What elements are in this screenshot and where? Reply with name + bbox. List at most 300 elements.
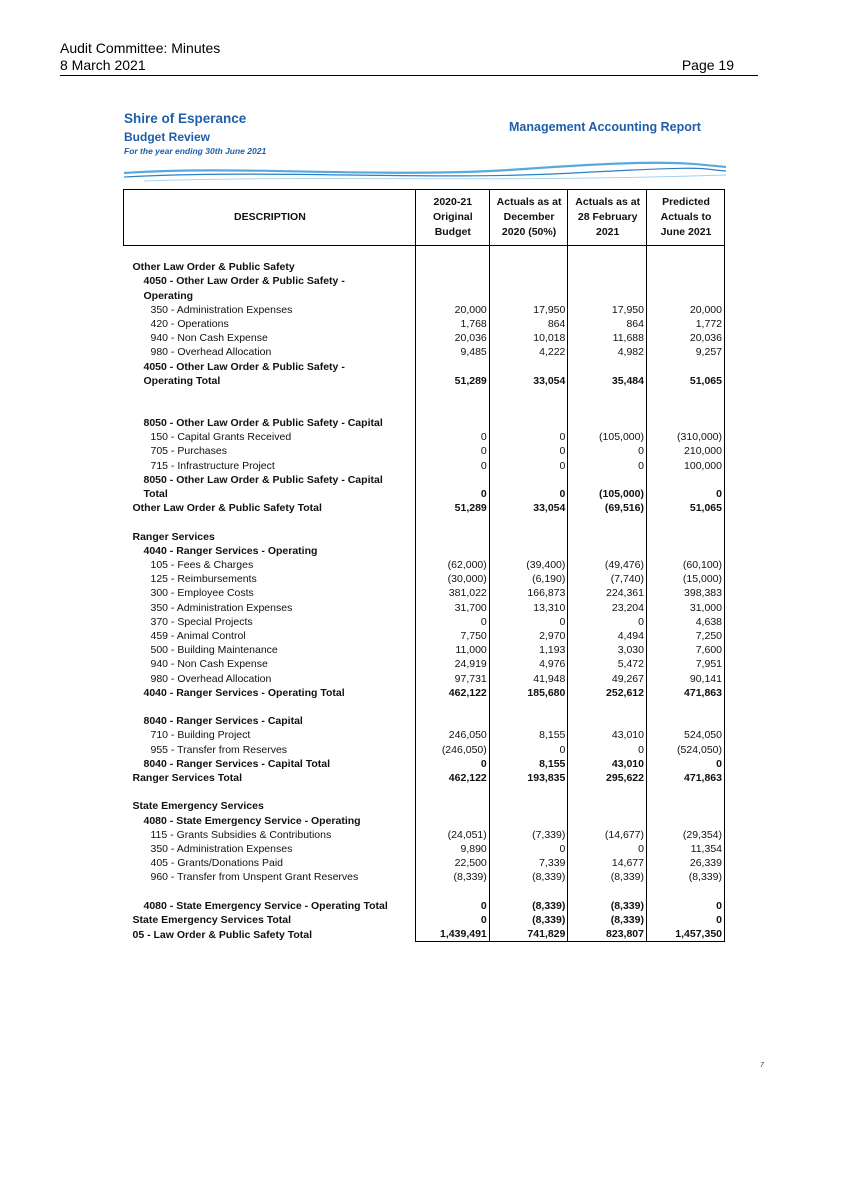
row-value: (24,051) (415, 828, 489, 842)
row-value: 51,289 (415, 374, 489, 388)
spacer-row (124, 246, 725, 261)
table-row (124, 714, 725, 728)
row-value: 741,829 (489, 927, 568, 942)
table-row (124, 657, 725, 671)
row-value: (62,000) (415, 558, 489, 572)
spacer-cell (646, 885, 724, 899)
row-value: 0 (568, 743, 647, 757)
row-value (415, 360, 489, 374)
row-value (646, 289, 724, 303)
row-value: 20,000 (646, 303, 724, 317)
report-subtitle: Budget Review (124, 130, 211, 144)
row-description: 105 - Fees & Charges (150, 559, 254, 572)
row-value: (30,000) (415, 572, 489, 586)
spacer-cell (489, 785, 568, 799)
row-value: (8,339) (568, 870, 647, 884)
budget-table (123, 189, 725, 942)
col-header-line: Actuals to (660, 211, 712, 223)
row-value: 4,638 (646, 615, 724, 629)
row-description: 8040 - Ranger Services - Capital (143, 715, 303, 728)
table-row (124, 728, 725, 742)
row-value: 0 (646, 757, 724, 771)
row-value: 0 (489, 444, 568, 458)
table-row (124, 530, 725, 544)
row-value: 0 (415, 487, 489, 501)
spacer-cell (568, 246, 647, 261)
row-description: 405 - Grants/Donations Paid (150, 857, 283, 870)
row-value: 462,122 (415, 771, 489, 785)
row-value: 1,193 (489, 643, 568, 657)
table-row (124, 430, 725, 444)
row-description: Ranger Services (132, 530, 215, 543)
row-value: 31,700 (415, 601, 489, 615)
col-header-line: Original (432, 211, 473, 223)
row-value: (6,190) (489, 572, 568, 586)
footer-mark: 7 (760, 1062, 764, 1069)
row-value: 0 (489, 743, 568, 757)
spacer-cell (489, 515, 568, 529)
table-row (124, 289, 725, 303)
row-value (415, 714, 489, 728)
row-description: Other Law Order & Public Safety Total (132, 502, 322, 515)
row-description: 4040 - Ranger Services - Operating Total (143, 686, 345, 699)
page-number: Page 19 (681, 57, 734, 73)
row-value: 246,050 (415, 728, 489, 742)
row-description: Total (143, 488, 168, 501)
row-value: 43,010 (568, 728, 647, 742)
table-row (124, 927, 725, 942)
row-value: 100,000 (646, 459, 724, 473)
row-value: (8,339) (646, 870, 724, 884)
table-row (124, 743, 725, 757)
table-row (124, 416, 725, 430)
row-value: 398,383 (646, 586, 724, 600)
row-value: 43,010 (568, 757, 647, 771)
col-original-budget (415, 190, 489, 246)
row-value: (69,516) (568, 501, 647, 515)
row-value: (60,100) (646, 558, 724, 572)
spacer-cell (646, 785, 724, 799)
row-value: 14,677 (568, 856, 647, 870)
row-value: 0 (568, 615, 647, 629)
row-description: 500 - Building Maintenance (150, 644, 278, 657)
row-value: 51,065 (646, 501, 724, 515)
spacer-cell (489, 246, 568, 261)
report-header (124, 111, 724, 191)
row-description: 4040 - Ranger Services - Operating (143, 544, 318, 557)
table-row (124, 345, 725, 359)
row-value (489, 360, 568, 374)
col-header-line: 2020-21 (433, 196, 473, 208)
row-description: 125 - Reimbursements (150, 573, 257, 586)
row-value: 0 (415, 757, 489, 771)
row-description: 350 - Administration Expenses (150, 601, 293, 614)
row-value: 1,772 (646, 317, 724, 331)
row-value: 31,000 (646, 601, 724, 615)
row-value: 17,950 (568, 303, 647, 317)
row-description: 955 - Transfer from Reserves (150, 743, 288, 756)
spacer-row (124, 885, 725, 899)
table-row (124, 828, 725, 842)
row-value: (49,476) (568, 558, 647, 572)
row-value: 9,890 (415, 842, 489, 856)
row-value (568, 799, 647, 813)
row-value (489, 544, 568, 558)
row-value (646, 814, 724, 828)
table-row (124, 303, 725, 317)
spacer-cell (415, 885, 489, 899)
spacer-cell (568, 700, 647, 714)
row-value: 166,873 (489, 586, 568, 600)
row-value (415, 260, 489, 274)
row-value: 51,289 (415, 501, 489, 515)
row-value: 7,600 (646, 643, 724, 657)
row-value: 8,155 (489, 728, 568, 742)
report-period: For the year ending 30th June 2021 (124, 146, 267, 156)
row-value: 0 (415, 430, 489, 444)
row-value (415, 289, 489, 303)
col-actuals-february (568, 190, 647, 246)
row-value: 0 (415, 899, 489, 913)
row-value: (105,000) (568, 487, 647, 501)
row-value: 9,257 (646, 345, 724, 359)
row-value: (8,339) (489, 913, 568, 927)
table-row (124, 586, 725, 600)
row-value (415, 530, 489, 544)
col-header-line: June 2021 (660, 226, 712, 238)
row-description: 115 - Grants Subsidies & Contributions (150, 828, 332, 841)
spacer-cell (415, 388, 489, 416)
row-value (489, 289, 568, 303)
row-value: 13,310 (489, 601, 568, 615)
row-value (646, 544, 724, 558)
row-description: 4080 - State Emergency Service - Operating Total (143, 899, 388, 912)
row-value: 0 (489, 430, 568, 444)
table-row (124, 601, 725, 615)
row-description: 705 - Purchases (150, 445, 227, 458)
spacer-cell (646, 700, 724, 714)
spacer-cell (568, 515, 647, 529)
row-value: 7,951 (646, 657, 724, 671)
row-value: (8,339) (568, 913, 647, 927)
row-value: 295,622 (568, 771, 647, 785)
row-value: 3,030 (568, 643, 647, 657)
row-value: 26,339 (646, 856, 724, 870)
row-value (568, 473, 647, 487)
row-value (646, 530, 724, 544)
row-value: 1,439,491 (415, 927, 489, 942)
row-value: 0 (646, 487, 724, 501)
row-value: 864 (489, 317, 568, 331)
row-description: 980 - Overhead Allocation (150, 672, 272, 685)
row-value: 0 (646, 899, 724, 913)
row-value: 17,950 (489, 303, 568, 317)
table-row (124, 501, 725, 515)
col-header-line: Actuals as at (575, 196, 641, 208)
row-value: 24,919 (415, 657, 489, 671)
row-description: 4050 - Other Law Order & Public Safety - (143, 275, 345, 288)
table-row (124, 274, 725, 288)
spacer-cell (568, 388, 647, 416)
row-value (489, 799, 568, 813)
row-value: (29,354) (646, 828, 724, 842)
row-description: 710 - Building Project (150, 729, 251, 742)
row-value: 471,863 (646, 686, 724, 700)
col-header-line: 28 February (577, 211, 638, 223)
row-value: 0 (568, 842, 647, 856)
row-value: 0 (415, 444, 489, 458)
table-row (124, 757, 725, 771)
row-value: 210,000 (646, 444, 724, 458)
row-value: 20,036 (415, 331, 489, 345)
row-value (568, 530, 647, 544)
row-value (489, 274, 568, 288)
row-description: 940 - Non Cash Expense (150, 658, 268, 671)
row-value: 20,000 (415, 303, 489, 317)
spacer-cell (646, 246, 724, 261)
table-header-row (124, 190, 725, 246)
row-value: 0 (489, 842, 568, 856)
row-value (646, 260, 724, 274)
table-row (124, 572, 725, 586)
row-value (568, 360, 647, 374)
row-description: 8050 - Other Law Order & Public Safety - Capital (143, 473, 383, 486)
row-value (415, 473, 489, 487)
row-description: 4080 - State Emergency Service - Operating (143, 814, 361, 827)
table-row (124, 374, 725, 388)
spacer-cell (489, 388, 568, 416)
row-description: 980 - Overhead Allocation (150, 346, 272, 359)
table-row (124, 672, 725, 686)
row-value: 8,155 (489, 757, 568, 771)
row-value (489, 416, 568, 430)
table-row (124, 686, 725, 700)
table-body (124, 246, 725, 942)
row-value: 381,022 (415, 586, 489, 600)
row-description: Ranger Services Total (132, 772, 243, 785)
row-description: 350 - Administration Expenses (150, 843, 293, 856)
table-row (124, 629, 725, 643)
row-description: 300 - Employee Costs (150, 587, 254, 600)
table-row (124, 360, 725, 374)
row-value (568, 289, 647, 303)
table-row (124, 615, 725, 629)
col-header-line: Budget (434, 226, 471, 238)
header-rule (60, 75, 758, 76)
col-actuals-december (489, 190, 568, 246)
row-value: 864 (568, 317, 647, 331)
col-header-line: Predicted (662, 196, 710, 208)
row-value: (246,050) (415, 743, 489, 757)
table-row (124, 260, 725, 274)
row-value (568, 714, 647, 728)
table-row (124, 870, 725, 884)
row-description: Operating Total (143, 374, 221, 387)
row-value (646, 799, 724, 813)
row-value (415, 274, 489, 288)
row-value: 9,485 (415, 345, 489, 359)
row-value: (524,050) (646, 743, 724, 757)
table-row (124, 473, 725, 487)
row-value (415, 814, 489, 828)
table-row (124, 317, 725, 331)
row-value: 0 (568, 459, 647, 473)
row-description: Other Law Order & Public Safety (132, 261, 295, 274)
table-row (124, 331, 725, 345)
row-value: 0 (646, 913, 724, 927)
row-description: State Emergency Services (132, 800, 264, 813)
row-value (646, 473, 724, 487)
row-value: 0 (415, 459, 489, 473)
spacer-row (124, 515, 725, 529)
row-value: 4,494 (568, 629, 647, 643)
row-value: 10,018 (489, 331, 568, 345)
row-value (568, 416, 647, 430)
row-value (568, 274, 647, 288)
row-value: 7,339 (489, 856, 568, 870)
row-value: 0 (489, 487, 568, 501)
row-value: 252,612 (568, 686, 647, 700)
row-description: 8040 - Ranger Services - Capital Total (143, 757, 331, 770)
row-value: 4,976 (489, 657, 568, 671)
page-header (60, 40, 758, 74)
row-description: 715 - Infrastructure Project (150, 459, 275, 472)
row-value: 1,768 (415, 317, 489, 331)
spacer-row (124, 388, 725, 416)
row-value: 0 (568, 444, 647, 458)
row-value: 462,122 (415, 686, 489, 700)
row-value: 0 (415, 615, 489, 629)
table-row (124, 899, 725, 913)
row-description: 8050 - Other Law Order & Public Safety - Capital (143, 417, 383, 430)
row-description: 420 - Operations (150, 318, 229, 330)
row-value: (310,000) (646, 430, 724, 444)
row-description: Operating (143, 289, 194, 302)
row-value (646, 360, 724, 374)
row-value: 97,731 (415, 672, 489, 686)
table-row (124, 842, 725, 856)
row-description: 05 - Law Order & Public Safety Total (132, 928, 313, 941)
row-value: (39,400) (489, 558, 568, 572)
row-value: 49,267 (568, 672, 647, 686)
spacer-cell (489, 885, 568, 899)
row-value: 41,948 (489, 672, 568, 686)
row-value: (8,339) (415, 870, 489, 884)
row-value: 35,484 (568, 374, 647, 388)
row-value: (105,000) (568, 430, 647, 444)
row-value: 471,863 (646, 771, 724, 785)
row-description: 350 - Administration Expenses (150, 303, 293, 316)
table-row (124, 544, 725, 558)
row-description: 4050 - Other Law Order & Public Safety - (143, 360, 345, 373)
row-value: 51,065 (646, 374, 724, 388)
document-date: 8 March 2021 (60, 57, 146, 73)
col-header-line: December (503, 211, 555, 223)
col-predicted-actuals (646, 190, 724, 246)
row-value (489, 473, 568, 487)
row-value: (7,339) (489, 828, 568, 842)
row-value: 823,807 (568, 927, 647, 942)
spacer-cell (646, 515, 724, 529)
spacer-cell (568, 785, 647, 799)
row-value: 0 (489, 459, 568, 473)
row-value (646, 274, 724, 288)
row-value: 20,036 (646, 331, 724, 345)
table-row (124, 856, 725, 870)
table-row (124, 558, 725, 572)
row-value (646, 714, 724, 728)
row-value (489, 714, 568, 728)
report-name: Management Accounting Report (509, 120, 701, 134)
spacer-cell (415, 246, 489, 261)
row-value: 193,835 (489, 771, 568, 785)
row-value: 4,222 (489, 345, 568, 359)
row-value: 11,354 (646, 842, 724, 856)
row-value (415, 799, 489, 813)
row-value (415, 416, 489, 430)
row-value: (15,000) (646, 572, 724, 586)
row-description: State Emergency Services Total (132, 914, 292, 927)
row-value: 0 (489, 615, 568, 629)
spacer-row (124, 785, 725, 799)
row-value: 185,680 (489, 686, 568, 700)
table-row (124, 771, 725, 785)
row-value: 1,457,350 (646, 927, 724, 942)
spacer-cell (568, 885, 647, 899)
col-header-line: 2021 (596, 226, 620, 238)
row-value: 23,204 (568, 601, 647, 615)
organisation-name: Shire of Esperance (124, 111, 247, 126)
header-swoosh-graphic (124, 159, 726, 187)
spacer-cell (415, 515, 489, 529)
document-title: Audit Committee: Minutes (60, 40, 221, 56)
table-row (124, 487, 725, 501)
table-row (124, 459, 725, 473)
row-value: 4,982 (568, 345, 647, 359)
row-value (489, 530, 568, 544)
row-value (415, 544, 489, 558)
col-description: DESCRIPTION (124, 190, 416, 246)
row-description: 940 - Non Cash Expense (150, 332, 268, 345)
row-value: (8,339) (489, 899, 568, 913)
table-row (124, 799, 725, 813)
row-value: 5,472 (568, 657, 647, 671)
spacer-cell (415, 785, 489, 799)
row-description: 960 - Transfer from Unspent Grant Reserves (150, 871, 359, 884)
spacer-row (124, 700, 725, 714)
row-value: 224,361 (568, 586, 647, 600)
row-value (568, 260, 647, 274)
spacer-cell (646, 388, 724, 416)
table-row (124, 814, 725, 828)
row-value: 22,500 (415, 856, 489, 870)
row-value: (8,339) (568, 899, 647, 913)
row-value: 7,750 (415, 629, 489, 643)
table-row (124, 913, 725, 927)
row-description: 150 - Capital Grants Received (150, 431, 292, 444)
row-value: (7,740) (568, 572, 647, 586)
row-value (489, 260, 568, 274)
row-value (568, 814, 647, 828)
row-value: 33,054 (489, 501, 568, 515)
row-value: 33,054 (489, 374, 568, 388)
row-value: 90,141 (646, 672, 724, 686)
row-value (646, 416, 724, 430)
row-description: 459 - Animal Control (150, 630, 246, 643)
col-header-line: Actuals as at (496, 196, 562, 208)
table-row (124, 444, 725, 458)
table-row (124, 643, 725, 657)
